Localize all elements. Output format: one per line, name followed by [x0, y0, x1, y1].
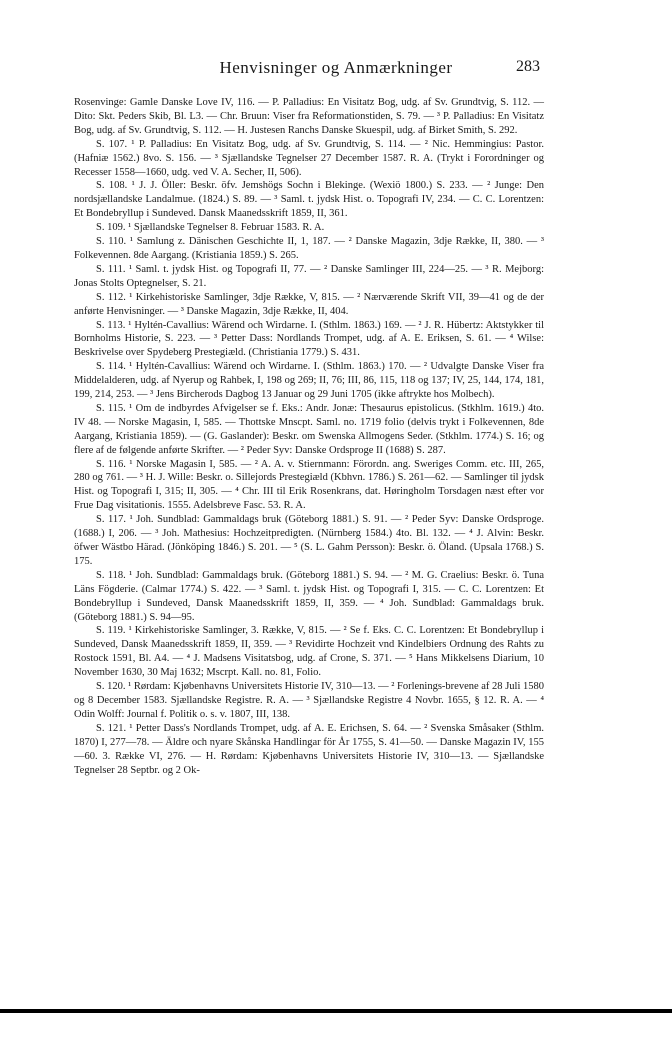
note-paragraph: S. 113. ¹ Hyltén-Cavallius: Wärend och Wirdarne. I. (Sthlm. 1863.) 169. — ² J. R. Hübertz: Aktstykker til Bornholms Historie, S. 223. — ³ Petter Dass: Nordlands Trompet, udg. af A. E. Eriksen, S. 61. — ⁴ Wilse: Beskrivelse over Spydeberg Prestegiæld. (Christiania 1779.) S. 431.	[74, 319, 544, 359]
note-paragraph: S. 119. ¹ Kirkehistoriske Samlinger, 3. Række, V, 815. — ² Se f. Eks. C. C. Lorentzen: Et Bondebryllup i Sundeved, Dansk Maanedsskrift 1859, II, 359. — ³ Revidirte Hochzeit vnd Kindelbiers Ordnung des Rahts zu Rostock 1591, Bl. A4. — ⁴ J. Madsens Visitatsbog, udg. af Crone, S. 371. — ⁵ Hans Mikkelsens Diarium, 10 November 1630, 30 Maj 1632; Mscrpt. Kall. no. 81, Folio.	[74, 625, 544, 679]
note-paragraph: S. 117. ¹ Joh. Sundblad: Gammaldags bruk (Göteborg 1881.) S. 91. — ² Peder Syv: Danske Ordsproge. (1688.) I, 206. — ³ Joh. Mathesius: Hochzeitpredigten. (Nürnberg 1584.) 4to. Bl. 132. — ⁴ J. Alvin: Beskr. öfwer Wästbo Härad. (Jönköping 1846.) S. 201. — ⁵ (S. L. Gahm Persson): Beskr. ö. Öland. (Upsala 1768.) S. 175.	[74, 514, 544, 567]
note-paragraph: S. 109. ¹ Sjællandske Tegnelser 8. Februar 1583. R. A.	[96, 222, 325, 234]
note-paragraph: S. 121. ¹ Petter Dass's Nordlands Trompet, udg. af A. E. Erichsen, S. 64. — ² Svenska Småsaker (Sthlm. 1870) I, 277—78. — Äldre och nyare Skånska Handlingar för År 1755, S. 41—50. — Danske Magazin IV, 155—60. 3. Række VI, 276. — H. Rørdam: Kjøbenhavns Universitets Historie IV, 310—13. — Sjællandske Tegnelser 28 Septbr. og 2 Ok-	[74, 722, 544, 776]
note-paragraph: S. 118. ¹ Joh. Sundblad: Gammaldags bruk. (Göteborg 1881.) S. 94. — ² M. G. Craelius: Beskr. ö. Tuna Läns Fögderie. (Calmar 1774.) S. 422. — ³ Saml. t. jydsk Hist. og Topografi I, 315. — C. C. Lorentzen: Et Bondebryllup i Sundeved, Dansk Maanedsskrift 1859, II, 359. — ⁴ Joh. Sundblad: Gammaldags bruk. (Göteborg 1881.) S. 94—95.	[74, 569, 544, 623]
running-title: Henvisninger og Anmærkninger	[219, 58, 453, 77]
note-paragraph: S. 114. ¹ Hyltén-Cavallius: Wärend och Wirdarne. I. (Sthlm. 1863.) 170. — ² Udvalgte Danske Viser fra Middelalderen, udg. af Nyerup og Rahbek, I, 198 og 269; II, 76; III, 86, 115, 118 og 137; IV, 25, 144, 174, 181, 199, 214, 253. — ³ Jens Bircherods Dagbog 13 Januar og 29 Juni 1705 (ikke aftrykte hos Molbech).	[74, 361, 544, 401]
note-paragraph: S. 111. ¹ Saml. t. jydsk Hist. og Topografi II, 77. — ² Danske Samlinger III, 224—25. — ³ R. Mejborg: Jonas Stolts Optegnelser, S. 21.	[74, 263, 544, 289]
scan-edge-rule	[0, 1009, 672, 1013]
page-header	[0, 58, 672, 80]
note-paragraph: S. 110. ¹ Samlung z. Dänischen Geschichte II, 1, 187. — ² Danske Magazin, 3dje Række, II, 380. — ³ Folkevennen. 8de Aargang. (Kristiania 1859.) S. 265.	[74, 236, 544, 261]
notes-body	[74, 96, 544, 777]
page-number: 283	[516, 58, 540, 75]
note-paragraph: Rosenvinge: Gamle Danske Love IV, 116. — P. Palladius: En Visitatz Bog, udg. af Sv. Grundtvig, S. 112. — Dito: Skt. Peders Skib, Bl. L3. — Chr. Bruun: Viser fra Reformationstiden, S. 79. — ³ P. Palladius: En Visitatz Bog, udg. af Sv. Grundtvig, S. 112. — H. Justesen Ranchs Danske Skuespil, udg. af Birket Smith, S. 292.	[74, 97, 544, 136]
note-paragraph: S. 120. ¹ Rørdam: Kjøbenhavns Universitets Historie IV, 310—13. — ² Forlenings-brevene af 28 Juli 1580 og 8 December 1583. Sjællandske Registre. R. A. — ³ Sjællandske Registre 4 Novbr. 1655, § 12. R. A. — ⁴ Odin Wolff: Journal f. Politik o. s. v. 1807, III, 138.	[74, 681, 544, 720]
note-paragraph: S. 108. ¹ J. J. Öller: Beskr. öfv. Jemshögs Sochn i Blekinge. (Wexiö 1800.) S. 233. — ² Junge: Den nordsjællandske Landalmue. (1824.) S. 89. — ³ Saml. t. jydsk Hist. o. Topografi IV, 234. — C. C. Lorentzen: Et Bondebryllup i Sundeved. Dansk Maanedsskrift 1859, II, 361.	[74, 180, 544, 220]
note-paragraph: S. 116. ¹ Norske Magasin I, 585. — ² A. A. v. Stiernmann: Förordn. ang. Sweriges Comm. etc. III, 265, 280 og 761. — ³ H. J. Wille: Beskr. o. Sillejords Prestegiæld (Kbhvn. 1786.) S. 261—62. — Samlinger til jydsk Hist. og Topografi I, 315; II, 305. — ⁴ Chr. III til Erik Rosenkrans, dat. Høringholm Torsdagen næst efter vor Frue Dag visitationis. 1555. Adelsbreve Fasc. 53. R. A.	[74, 458, 544, 512]
note-paragraph: S. 107. ¹ P. Palladius: En Visitatz Bog, udg. af Sv. Grundtvig, S. 114. — ² Nic. Hemmingius: Pastor. (Hafniæ 1562.) 8vo. S. 156. — ³ Sjællandske Tegnelser 27 December 1587. R. A. (Trykt i Forordninger og Recesser 1558—1660, udg. ved V. A. Secher, II, 506).	[74, 138, 544, 178]
note-paragraph: S. 115. ¹ Om de indbyrdes Afvigelser se f. Eks.: Andr. Jonæ: Thesaurus epistolicus. (Stkhlm. 1619.) 4to. IV 48. — Norske Magasin, I, 585. — Thottske Mnscpt. Saml. no. 1719 folio (delvis trykt i Folkevennen, 8de Aargang, Kristiania 1859). — (G. Gaslander): Beskr. om Swenska Allmogens Seder. (Stkhlm. 1774.) S. 16; og flere af de følgende anførte Skrifter. — ² Peder Syv: Danske Ordsproge II (1688) S. 287.	[74, 402, 544, 456]
note-paragraph: S. 112. ¹ Kirkehistoriske Samlinger, 3dje Række, V, 815. — ² Nærværende Skrift VII, 39—41 og de der anførte Henvisninger. — ³ Danske Magazin, 3dje Række, II, 404.	[74, 291, 544, 317]
